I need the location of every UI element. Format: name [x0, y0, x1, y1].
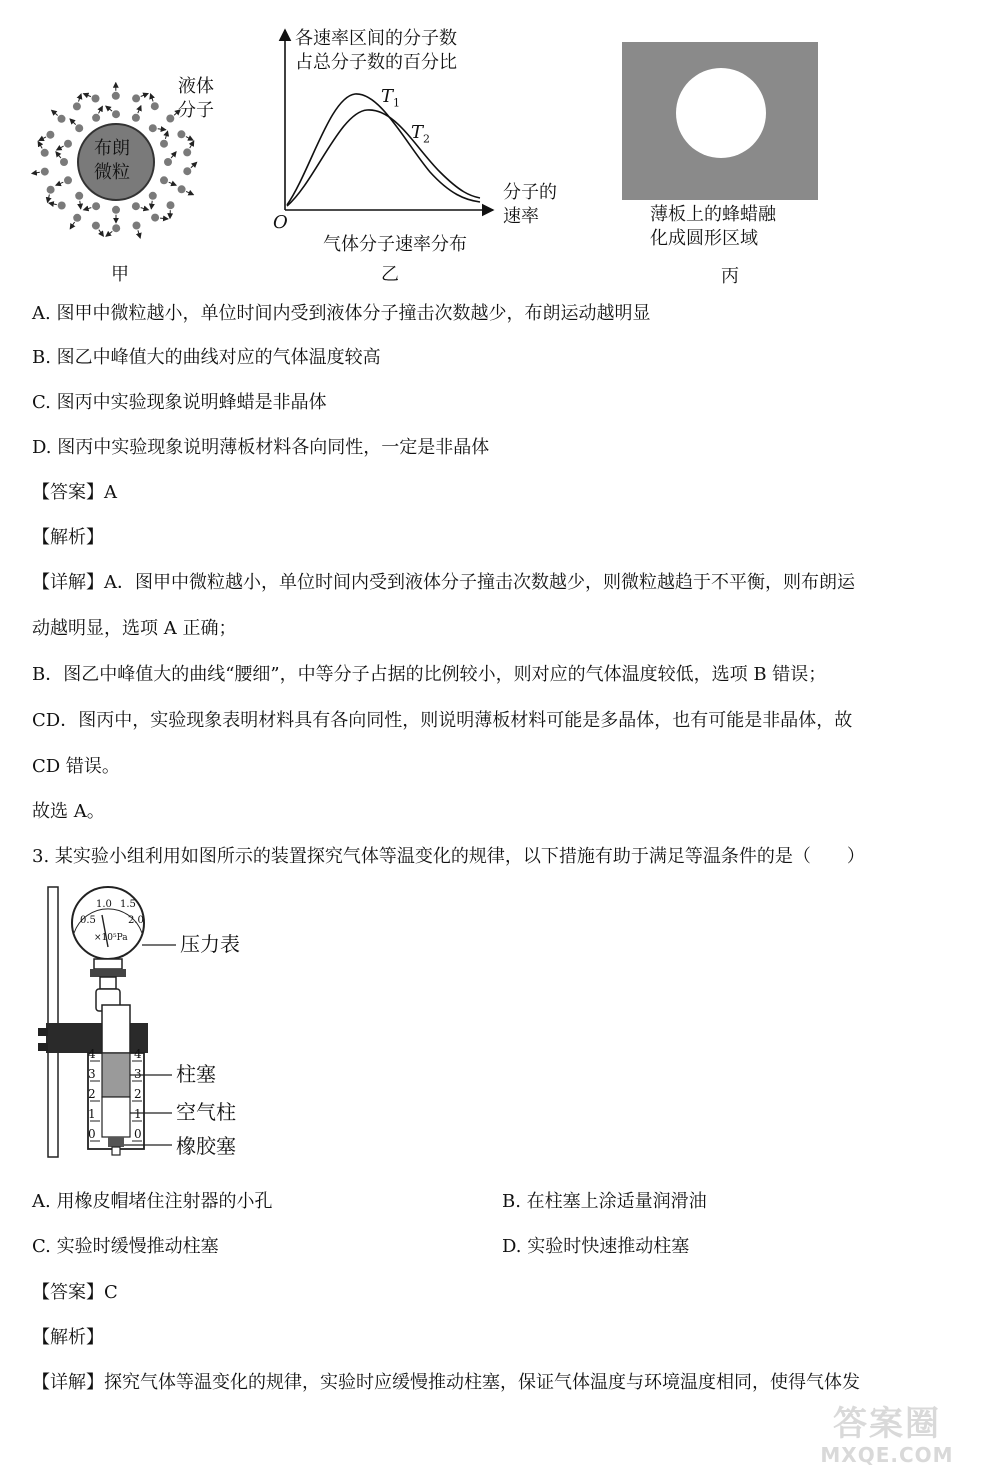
gauge-label-1-0: 1.0	[96, 899, 112, 910]
liquid-molecule	[58, 115, 66, 123]
q3-answer: 【答案】C	[32, 1282, 118, 1303]
liquid-molecule	[64, 176, 72, 184]
liquid-molecule	[151, 214, 159, 222]
molecule-velocity-arrow	[84, 94, 91, 97]
scale-left-3: 3	[88, 1067, 96, 1081]
q2-option-b: B. 图乙中峰值大的曲线对应的气体温度较高	[32, 347, 381, 368]
molecule-velocity-arrow	[151, 94, 154, 102]
liquid-molecule	[73, 214, 81, 222]
liquid-molecule	[58, 202, 66, 210]
molecule-velocity-arrow	[171, 152, 176, 158]
molecule-velocity-arrow	[99, 106, 103, 113]
particle-label-line2: 微粒	[94, 162, 130, 183]
q2-detail-line-1: 【详解】A．图甲中微粒越小，单位时间内受到液体分子撞击次数越少，则微粒越趋于不平衡，则布朗运	[32, 572, 855, 593]
label-plunger: 柱塞	[176, 1062, 216, 1086]
molecule-velocity-arrow	[38, 142, 42, 149]
molecule-velocity-arrow	[138, 106, 141, 113]
molecule-velocity-arrow	[169, 182, 176, 185]
liquid-molecule	[132, 114, 140, 122]
molecule-velocity-arrow	[39, 137, 46, 141]
label-rubber-stopper: 橡胶塞	[176, 1134, 236, 1158]
liquid-molecule	[64, 140, 72, 148]
liquid-molecule	[92, 114, 100, 122]
caption-bing: 丙	[721, 266, 739, 287]
x-axis-label-line2: 速率	[503, 206, 539, 227]
plate-desc-line2: 化成圆形区域	[650, 228, 758, 249]
liquid-molecule	[47, 186, 55, 194]
liquid-molecule	[132, 202, 140, 210]
liquid-molecule	[167, 201, 175, 209]
caption-yi: 乙	[381, 264, 399, 285]
origin-label: O	[273, 212, 288, 233]
gauge-label-2-0: 2.0	[128, 915, 144, 926]
gauge-label-0-5: 0.5	[80, 915, 96, 926]
label-air-column: 空气柱	[176, 1100, 236, 1124]
scale-right-3: 3	[134, 1067, 142, 1081]
figure-yi	[265, 22, 585, 292]
liquid-molecule	[151, 102, 159, 110]
molecule-velocity-arrow	[186, 137, 193, 141]
q3-option-b: B. 在柱塞上涂适量润滑油	[502, 1191, 707, 1212]
liquid-molecule	[112, 92, 120, 100]
molecule-velocity-arrow	[141, 94, 148, 97]
liquid-molecule	[164, 158, 172, 166]
y-axis-label-line2: 占总分子数的百分比	[295, 52, 457, 73]
syringe-apparatus	[30, 885, 290, 1160]
liquid-molecule	[160, 176, 168, 184]
q3-detail: 【详解】探究气体等温变化的规律，实验时应缓慢推动柱塞，保证气体温度与环境温度相同，使得气体发	[32, 1372, 860, 1393]
chart-title: 气体分子速率分布	[323, 234, 467, 255]
y-axis-label-line1: 各速率区间的分子数	[295, 28, 457, 49]
molecule-velocity-arrow	[49, 203, 57, 205]
scale-left-1: 1	[88, 1107, 96, 1121]
liquid-label-line2: 分子	[178, 100, 214, 121]
liquid-molecule	[132, 94, 140, 102]
molecule-velocity-arrow	[48, 195, 50, 203]
molecule-velocity-arrow	[186, 191, 193, 194]
x-axis-label-line1: 分子的	[503, 182, 557, 203]
q2-detail-line-6: 故选 A。	[32, 801, 105, 822]
gauge-unit: ×10⁵Pa	[94, 933, 128, 943]
figure-bing	[610, 40, 830, 290]
liquid-molecule	[178, 185, 186, 193]
liquid-molecule	[92, 202, 100, 210]
liquid-molecule	[133, 222, 141, 230]
figure-jia	[20, 70, 240, 290]
liquid-molecule	[112, 110, 120, 118]
molecule-velocity-arrow	[70, 222, 74, 229]
scale-right-1: 1	[134, 1107, 142, 1121]
liquid-molecule	[46, 131, 54, 139]
molecule-velocity-arrow	[158, 129, 166, 130]
liquid-molecule	[73, 102, 81, 110]
q3-option-c: C. 实验时缓慢推动柱塞	[32, 1236, 219, 1257]
q2-detail-line-5: CD 错误。	[32, 756, 120, 777]
molecule-velocity-arrow	[138, 230, 140, 238]
liquid-molecule	[112, 206, 120, 214]
molecule-velocity-arrow	[32, 172, 40, 173]
liquid-molecule	[75, 192, 83, 200]
q2-detail-line-2: 动越明显，选项 A 正确；	[32, 618, 237, 639]
molecule-velocity-arrow	[151, 201, 152, 209]
watermark-top: 答案圈	[833, 1404, 941, 1444]
q3-analysis: 【解析】	[32, 1327, 104, 1348]
molecule-velocity-arrow	[79, 94, 82, 102]
melted-wax-circle	[676, 68, 766, 158]
molecule-velocity-arrow	[190, 141, 194, 148]
molecule-velocity-arrow	[106, 231, 112, 236]
molecule-velocity-arrow	[56, 152, 61, 158]
molecule-velocity-arrow	[160, 218, 168, 219]
q2-option-d: D. 图丙中实验现象说明薄板材料各向同性，一定是非晶体	[32, 437, 490, 458]
liquid-molecule	[166, 115, 174, 123]
plate-desc-line1: 薄板上的蜂蜡融	[650, 204, 776, 225]
molecule-velocity-arrow	[141, 208, 149, 210]
scale-right-0: 0	[134, 1127, 142, 1141]
q3-stem: 3. 某实验小组利用如图所示的装置探究气体等温变化的规律，以下措施有助于满足等温条件的是（ ）	[32, 846, 865, 867]
scale-right-4: 4	[134, 1047, 142, 1061]
q2-option-a: A. 图甲中微粒越小，单位时间内受到液体分子撞击次数越少，布朗运动越明显	[32, 303, 651, 324]
liquid-molecule	[92, 95, 100, 103]
molecule-velocity-arrow	[106, 106, 112, 111]
liquid-molecule	[183, 148, 191, 156]
liquid-molecule	[41, 168, 49, 176]
liquid-molecule	[183, 167, 191, 175]
curve-t1-label: $T_1$	[381, 86, 401, 110]
liquid-label-line1: 液体	[178, 76, 214, 97]
molecule-velocity-arrow	[99, 230, 104, 237]
molecule-velocity-arrow	[57, 146, 64, 150]
scale-left-2: 2	[88, 1087, 96, 1101]
molecule-velocity-arrow	[56, 182, 63, 185]
liquid-molecule	[60, 158, 68, 166]
liquid-molecule	[177, 130, 185, 138]
q2-analysis: 【解析】	[32, 527, 104, 548]
liquid-molecule	[149, 124, 157, 132]
q3-option-a: A. 用橡皮帽堵住注射器的小孔	[32, 1191, 273, 1212]
liquid-molecule	[41, 149, 49, 157]
scale-left-0: 0	[88, 1127, 96, 1141]
q2-detail-line-3: B．图乙中峰值大的曲线“腰细”，中等分子占据的比例较小，则对应的气体温度较低，选项 B 错误；	[32, 664, 827, 685]
molecule-velocity-arrow	[191, 162, 197, 168]
caption-jia: 甲	[111, 264, 129, 285]
thin-plate	[622, 42, 818, 200]
liquid-molecule	[160, 140, 168, 148]
q2-answer: 【答案】A	[32, 482, 117, 503]
watermark	[792, 1405, 982, 1475]
gauge-label-1-5: 1.5	[120, 899, 136, 910]
molecule-velocity-arrow	[52, 110, 58, 115]
liquid-molecule	[92, 222, 100, 230]
q2-option-c: C. 图丙中实验现象说明蜂蜡是非晶体	[32, 392, 327, 413]
label-pressure-gauge: 压力表	[180, 932, 240, 956]
molecule-velocity-arrow	[70, 119, 76, 125]
curve-t2-label: $T_2$	[411, 122, 431, 146]
liquid-molecule	[75, 124, 83, 132]
scale-right-2: 2	[134, 1087, 142, 1101]
molecule-velocity-arrow	[84, 208, 92, 210]
scale-left-4: 4	[88, 1047, 96, 1061]
liquid-molecule	[149, 192, 157, 200]
molecule-velocity-arrow	[80, 201, 81, 209]
molecule-velocity-arrow	[165, 131, 167, 139]
watermark-bottom: MXQE.COM	[820, 1443, 954, 1467]
particle-label-line1: 布朗	[94, 138, 130, 159]
liquid-molecule	[112, 224, 120, 232]
q3-option-d: D. 实验时快速推动柱塞	[502, 1236, 690, 1257]
q2-detail-line-4: CD．图丙中，实验现象表明材料具有各向同性，则说明薄板材料可能是多晶体，也有可能是非晶体，故	[32, 710, 853, 731]
